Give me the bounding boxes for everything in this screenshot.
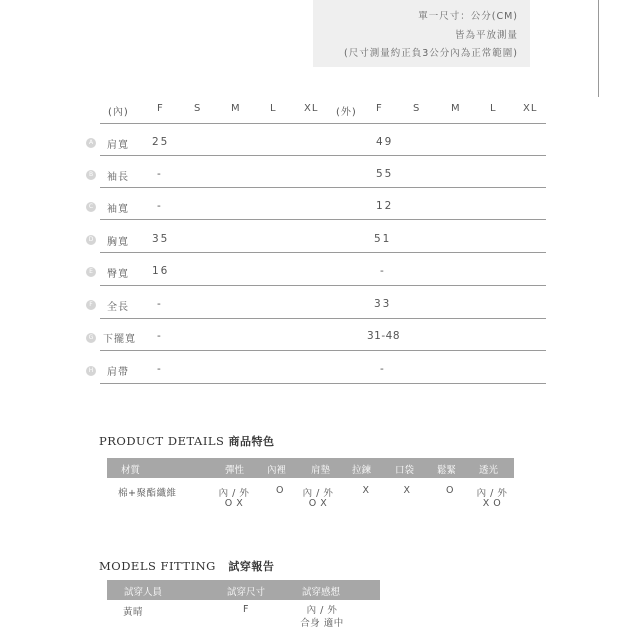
models-fitting-header-bar [107,580,380,600]
outer-f-value: 55 [376,168,394,180]
row-divider [100,318,546,319]
zipper-value: X [362,485,370,496]
outer-size-m: M [451,103,461,114]
inner-f-value: - [157,168,163,180]
row-divider [100,187,546,188]
outer-f-value: - [380,265,386,277]
header-sheer: 透光 [479,465,499,476]
models-fitting-title-en: MODELS FITTING [99,559,216,573]
outer-f-value: 49 [376,136,394,148]
row-marker: B [86,170,96,180]
row-divider [100,285,546,286]
row-marker: F [86,300,96,310]
inner-size-s: S [194,103,202,114]
fitting-feedback-line-1: 內 / 外 [306,605,338,616]
outer-f-value: 33 [374,298,392,310]
row-label: 全長 [107,302,129,313]
inner-f-value: - [157,330,163,342]
inner-f-value: - [157,363,163,375]
header-lining: 內裡 [267,465,287,476]
unit-note-line-2: 皆為平放測量 [454,30,518,41]
row-divider [100,219,546,220]
row-divider [100,252,546,253]
row-marker: D [86,235,96,245]
models-fitting-title [99,558,274,574]
outer-size-xl: XL [523,103,538,114]
row-marker: G [86,333,96,343]
inner-f-value: - [157,298,163,310]
inner-f-value: 25 [152,136,170,148]
lining-value: O [276,485,284,496]
models-fitting-title-zh: 試穿報告 [228,560,275,573]
outer-f-value: - [380,363,386,375]
product-details-title-en: PRODUCT DETAILS [99,434,225,448]
shoulder-pad-value-line-2: O X [308,498,328,509]
decorative-divider [598,0,599,97]
row-marker: H [86,366,96,376]
outer-size-s: S [413,103,421,114]
material-value: 棉+聚酯纖維 [118,488,177,499]
fitting-feedback-line-2: 合身 適中 [300,618,344,629]
row-label: 袖寬 [107,204,129,215]
elastic-value-line-2: O X [224,498,244,509]
row-marker: E [86,267,96,277]
outer-f-value: 51 [374,233,392,245]
header-fitting-person: 試穿人員 [124,587,163,598]
inner-f-value: 35 [152,233,170,245]
outer-size-l: L [490,103,497,114]
unit-note-line-1: 單一尺寸：公分(CM) [418,11,518,22]
sheer-value-line-2: X O [482,498,502,509]
outer-header-label: (外) [336,107,357,118]
inner-size-l: L [270,103,277,114]
product-details-title [99,433,275,449]
header-shoulder-pad: 肩墊 [311,465,331,476]
row-divider [100,350,546,351]
outer-size-f: F [376,103,383,114]
header-elastic: 彈性 [225,465,245,476]
inner-f-value: - [157,200,163,212]
row-label: 下擺寬 [103,334,136,345]
header-material: 材質 [121,465,141,476]
row-marker: C [86,202,96,212]
row-label: 臀寬 [107,269,129,280]
product-details-header-bar [107,458,514,478]
header-divider [100,123,546,124]
unit-note-box [313,0,530,67]
header-pocket: 口袋 [395,465,415,476]
outer-f-value: 31-48 [367,330,401,342]
header-fitting-feedback: 試穿感想 [302,587,341,598]
shoulder-pad-value-line-1: 內 / 外 [302,488,334,499]
header-zipper: 拉鍊 [352,465,372,476]
fitting-size-value: F [243,604,249,615]
inner-size-m: M [231,103,241,114]
row-marker: A [86,138,96,148]
elastic-value-line-1: 內 / 外 [218,488,250,499]
fitting-person-value: 黃晴 [123,607,144,618]
pocket-value: X [403,485,411,496]
row-label: 肩帶 [107,367,129,378]
row-label: 肩寬 [107,140,129,151]
row-label: 胸寬 [107,237,129,248]
header-fitting-size: 試穿尺寸 [227,587,266,598]
row-divider [100,155,546,156]
inner-size-f: F [157,103,164,114]
product-details-title-zh: 商品特色 [228,435,275,448]
row-divider [100,383,546,384]
inner-header-label: (內) [108,107,129,118]
stretch-value: O [446,485,454,496]
unit-note-line-3: (尺寸測量約正負3公分內為正常範圍) [344,48,518,59]
outer-f-value: 12 [376,200,394,212]
row-label: 袖長 [107,172,129,183]
header-stretch: 鬆緊 [437,465,457,476]
inner-f-value: 16 [152,265,170,277]
inner-size-xl: XL [304,103,319,114]
sheer-value-line-1: 內 / 外 [476,488,508,499]
